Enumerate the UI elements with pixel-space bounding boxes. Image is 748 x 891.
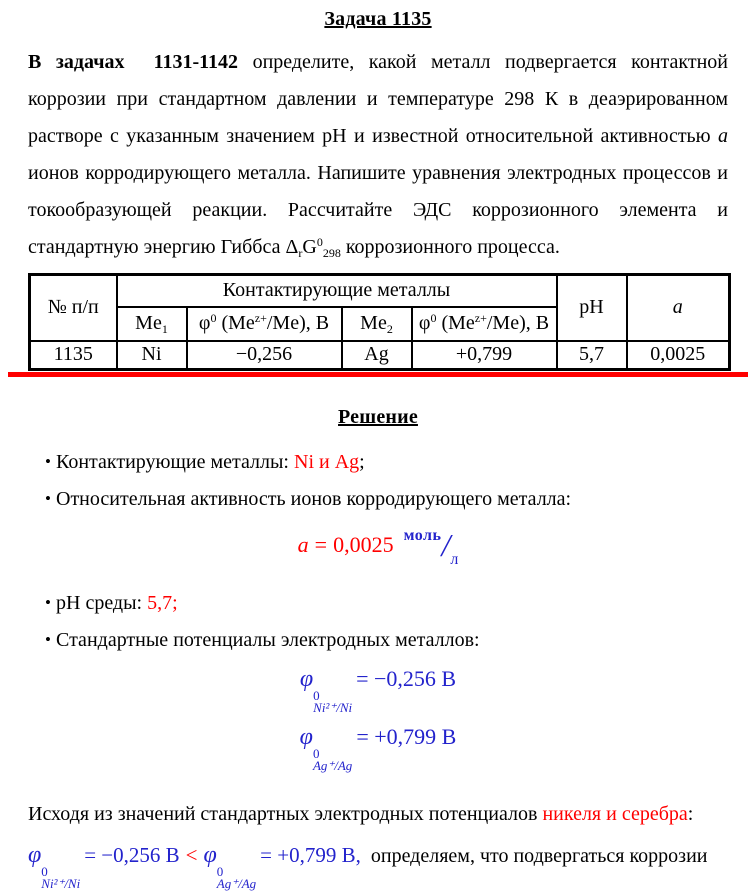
cell-me2: Ag [342, 341, 412, 370]
red-divider [8, 372, 748, 377]
bullet-icon: • [45, 489, 51, 508]
unit-denominator: л [450, 551, 459, 568]
activity-eq-value: 0,0025 [333, 532, 394, 557]
phi-symbol: φ [299, 724, 313, 750]
cell-phi2: +0,799 [412, 341, 557, 370]
bullet-activity-text: Относительная активность ионов корродирующего металла: [56, 488, 572, 510]
phi-sup: 0 [216, 864, 224, 879]
me1-base: Me [135, 312, 162, 334]
silver-potential-equation [28, 724, 728, 772]
gibbs-notation [285, 236, 340, 258]
header-metals-group: Контактирующие металлы [117, 275, 557, 307]
bullet-item-ph [28, 591, 728, 615]
bullet-ph-value: 5,7; [147, 592, 178, 614]
phi2-end: /Me), В [486, 312, 550, 334]
me2-sub: 2 [386, 322, 393, 336]
phi2-symbol: φ [418, 312, 431, 334]
header-activity: a [627, 275, 730, 341]
phi-supsub [217, 866, 256, 890]
problem-title: Задача 1135 [324, 8, 432, 30]
header-ph: pH [557, 275, 627, 341]
activity-symbol: a [718, 125, 728, 147]
table-data-row [30, 341, 730, 370]
phi1-symbol: φ [198, 312, 211, 334]
activity-eq-equals: = [314, 532, 328, 557]
cell-num: 1135 [30, 341, 117, 370]
phi-symbol: φ [299, 666, 314, 692]
bullet-item-metals [28, 450, 728, 474]
phi-sub: Ni²⁺/Ni [41, 876, 81, 891]
phi-supsub [313, 690, 352, 714]
unit-numerator: моль [403, 527, 442, 544]
header-me1 [117, 307, 187, 341]
comparison-ni [28, 842, 180, 891]
phi-sub: Ni²⁺/Ni [313, 700, 353, 715]
phi2-zplus: z+ [474, 311, 487, 325]
phi-value: = +0,799 В [356, 724, 457, 749]
header-me2 [342, 307, 412, 341]
activity-eq-var: a [297, 532, 309, 557]
phi1-zplus: z+ [254, 311, 267, 325]
nickel-potential-equation [28, 666, 728, 714]
phi-symbol: φ [28, 842, 42, 868]
conclusion-colon: : [687, 803, 694, 825]
phi2-mid: (Me [436, 312, 475, 334]
unit-slash: / [441, 527, 451, 563]
statement-text-2: ионов корродирующего металла. Напишите уравнения электродных процессов и токообразующей реакции. Рассчитайте ЭДС коррозионного элемента и стандартную энергию Гиббса [28, 162, 728, 258]
bullet-ph-text [56, 591, 178, 615]
gibbs-g: G [302, 236, 317, 258]
phi-symbol: φ [203, 842, 217, 868]
problem-statement [28, 44, 728, 266]
statement-bold-range: В задачах 1131-1142 [28, 51, 239, 73]
me1-sub: 1 [161, 322, 168, 336]
phi-sup: 0 [312, 746, 320, 761]
header-phi2 [412, 307, 557, 341]
conclusion-text: Исходя из значений стандартных электродных потенциалов [28, 803, 543, 825]
bullet-potentials-text: Стандартные потенциалы электродных металлов: [56, 629, 480, 651]
cell-phi1: −0,256 [187, 341, 342, 370]
bullet-ph-label: pH среды: [56, 592, 148, 614]
phi1-end: /Me), В [266, 312, 330, 334]
cell-me1: Ni [117, 341, 187, 370]
phi-sub: Ag⁺/Ag [312, 758, 353, 773]
activity-eq-unit [403, 527, 459, 568]
bullet-item-activity [28, 487, 728, 511]
gibbs-sup-0: 0 [316, 235, 323, 249]
cell-ph: 5,7 [557, 341, 627, 370]
header-num: № п/п [30, 275, 117, 341]
potentials-comparison [28, 842, 728, 890]
less-than-sign: < [185, 843, 198, 867]
comparison-tail-text: определяем, что подвергаться коррозии [370, 845, 708, 867]
conclusion-metals: никеля и серебра [542, 803, 688, 825]
cell-a: 0,0025 [627, 341, 730, 370]
activity-equation [28, 527, 728, 573]
phi-value: = −0,256 В [84, 843, 180, 867]
gibbs-delta: Δ [285, 236, 299, 258]
solution-bullets [28, 450, 728, 772]
phi-sub: Ag⁺/Ag [216, 876, 257, 891]
solution-heading: Решение [338, 406, 418, 428]
bullet-icon: • [45, 593, 51, 612]
phi1-sup: 0 [210, 311, 217, 325]
statement-text-1: определите, какой металл подвергается контактной коррозии при стандартном давлении и температуре 298 К в деаэрированном растворе с указанным значением pH и известной относительной активностью [28, 51, 728, 147]
phi2-sup: 0 [430, 311, 437, 325]
phi-value: = −0,256 В [356, 666, 457, 691]
phi-supsub [313, 748, 352, 772]
statement-text-3: коррозионного процесса. [340, 236, 560, 258]
phi-supsub [41, 866, 80, 890]
me2-base: Me [360, 312, 387, 334]
data-table [28, 273, 731, 371]
phi-sup: 0 [41, 864, 48, 879]
bullet-item-potentials [28, 628, 728, 652]
table-header-row-1 [30, 275, 730, 307]
comparison-ag [203, 842, 361, 891]
bullet-icon: • [45, 630, 51, 649]
bullet-icon: • [45, 452, 51, 471]
phi1-mid: (Me [216, 312, 255, 334]
bullet-metals-text [56, 450, 365, 474]
bullet-metals-tail: ; [359, 451, 365, 473]
gibbs-sub-298: 298 [322, 246, 341, 260]
phi-value: = +0,799 В, [260, 843, 361, 867]
header-phi1 [187, 307, 342, 341]
bullet-metals-value: Ni и Ag [294, 451, 360, 473]
phi-sup: 0 [313, 688, 320, 703]
conclusion-paragraph [28, 796, 728, 833]
bullet-metals-label: Контактирующие металлы: [56, 451, 294, 473]
gibbs-sub-r: r [298, 246, 303, 260]
